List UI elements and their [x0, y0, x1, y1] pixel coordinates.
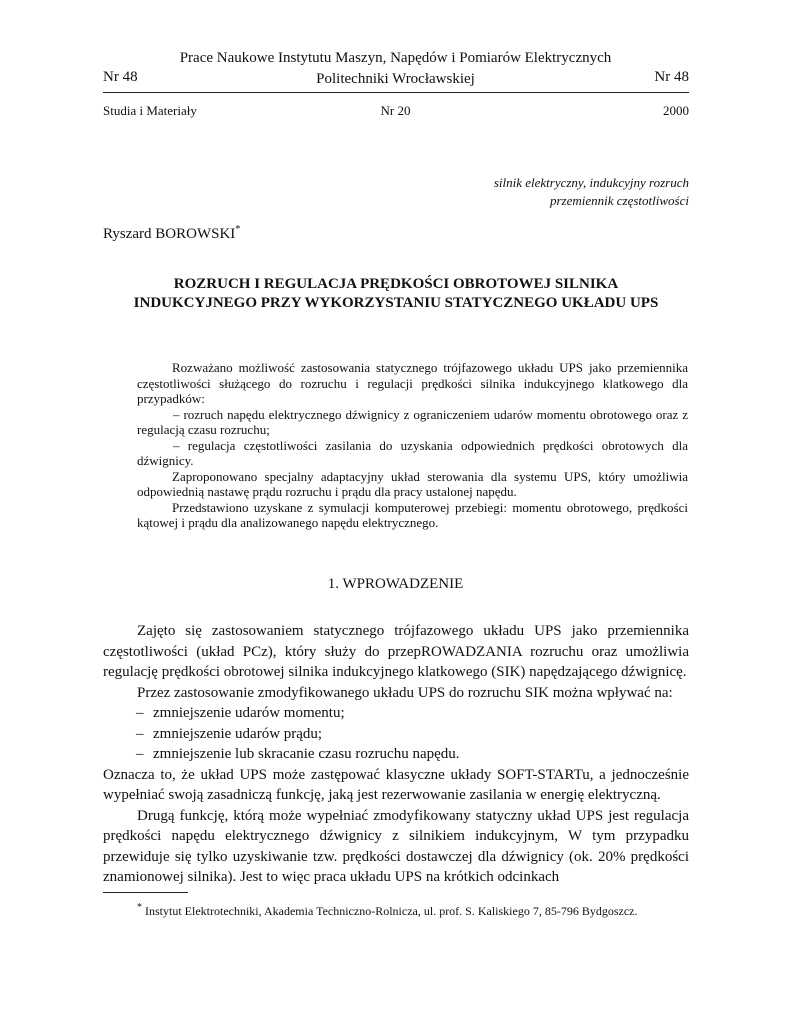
author-name: Ryszard BOROWSKI	[103, 226, 236, 242]
author-footnote-mark: *	[235, 224, 241, 235]
list-item	[103, 744, 689, 765]
list-dash: –	[136, 746, 144, 762]
author	[103, 224, 240, 243]
abstract	[137, 360, 688, 531]
publication-year: 2000	[663, 103, 689, 118]
list-item-text: zmniejszenie lub skracanie czasu rozruchu napędu.	[153, 746, 460, 762]
paper-title-line1: ROZRUCH I REGULACJA PRĘDKOŚCI OBROTOWEJ SILNIKA	[173, 276, 619, 292]
footnote-text: Instytut Elektrotechniki, Akademia Techniczno-Rolnicza, ul. prof. S. Kaliskiego 7, 85-796 Bydgoszcz.	[145, 904, 638, 918]
keywords-line2: przemiennik częstotliwości	[549, 193, 689, 208]
paper-title-line2: INDUKCYJNEGO PRZY WYKORZYSTANIU STATYCZNEGO UKŁADU UPS	[133, 295, 659, 311]
series-subtitle: Studia i Materiały	[103, 103, 197, 118]
footnote-mark: *	[137, 902, 142, 913]
abstract-paragraph: Przedstawiono uzyskane z symulacji komputerowej przebiegi: momentu obrotowego, prędkości kątowej i prądu dla analizowanego napędu elektrycznego.	[137, 499, 688, 530]
header-rule	[103, 92, 689, 93]
abstract-list-item: – rozruch napędu elektrycznego dźwignicy z ograniczeniem udarów momentu obrotowego oraz z regulacją czasu rozruchu;	[137, 406, 688, 437]
keywords-line1: silnik elektryczny, indukcyjny rozruch	[493, 175, 689, 190]
footnote-rule	[103, 892, 188, 893]
list-item-text: zmniejszenie udarów prądu;	[153, 725, 323, 742]
paper-title	[103, 275, 689, 313]
keywords	[289, 174, 689, 210]
abstract-list-item: – regulacja częstotliwości zasilania do uzyskania odpowiednich prędkości obrotowych dla dźwignicy.	[137, 437, 688, 468]
footnote	[137, 902, 638, 919]
list-dash: –	[136, 725, 144, 742]
series-title-line2: Politechniki Wrocławskiej	[316, 71, 475, 87]
body-paragraph: Oznacza to, że układ UPS może zastępować klasyczne układy SOFT-STARTu, a jednocześnie wypełniać swoją zasadniczą funkcję, jaką jest rezerwowanie zasilania w energię elektryczną.	[103, 766, 689, 803]
list-dash: –	[136, 705, 144, 721]
series-title-line1: Prace Naukowe Instytutu Maszyn, Napędów i Pomiarów Elektrycznych	[179, 50, 612, 66]
abstract-paragraph: Rozważano możliwość zastosowania statycznego trójfazowego układu UPS jako przemiennika częstotliwości służącego do rozruchu i regulacji prędkości silnika indukcyjnego klatkowego dla przypadków:	[137, 360, 688, 406]
volume-number-left: Nr 48	[103, 69, 138, 85]
list-item	[103, 703, 689, 724]
body-paragraph: Przez zastosowanie zmodyfikowanego układu UPS do rozruchu SIK można wpływać na:	[137, 684, 673, 701]
section-heading: 1. WPROWADZENIE	[327, 576, 464, 592]
abstract-paragraph: Zaproponowano specjalny adaptacyjny układ sterowania dla systemu UPS, który umożliwia odpowiednią nastawę prądu rozruchu i prądu dla pracy ustalonej napędu.	[137, 468, 688, 499]
list-item	[103, 724, 689, 745]
body-paragraph: Zajęto się zastosowaniem statycznego trójfazowego układu UPS jako przemiennika częstotliwości (układ PCz), który służy do przepROWADZANIA rozruchu oraz umożliwia regulację prędkości obrotowej silnika indukcyjnego klatkowego (SIK) napędzającego dźwignicę.	[103, 623, 689, 680]
list-item-text: zmniejszenie udarów momentu;	[153, 705, 345, 721]
body-text	[103, 621, 689, 888]
body-paragraph: Drugą funkcję, którą może wypełniać zmodyfikowany statyczny układ UPS jest regulacja prędkości napędu elektrycznego dźwignicy z silnikiem indukcyjnym, W tym przypadku przewiduje się tylko uzyskiwanie tzw. prędkości dostawczej dla dźwignicy (ok. 20% prędkości znamionowej silnika). Jest to więc praca układu UPS na krótkich odcinkach	[103, 807, 689, 885]
volume-number-right: Nr 48	[654, 69, 689, 85]
issue-number: Nr 20	[380, 103, 411, 118]
